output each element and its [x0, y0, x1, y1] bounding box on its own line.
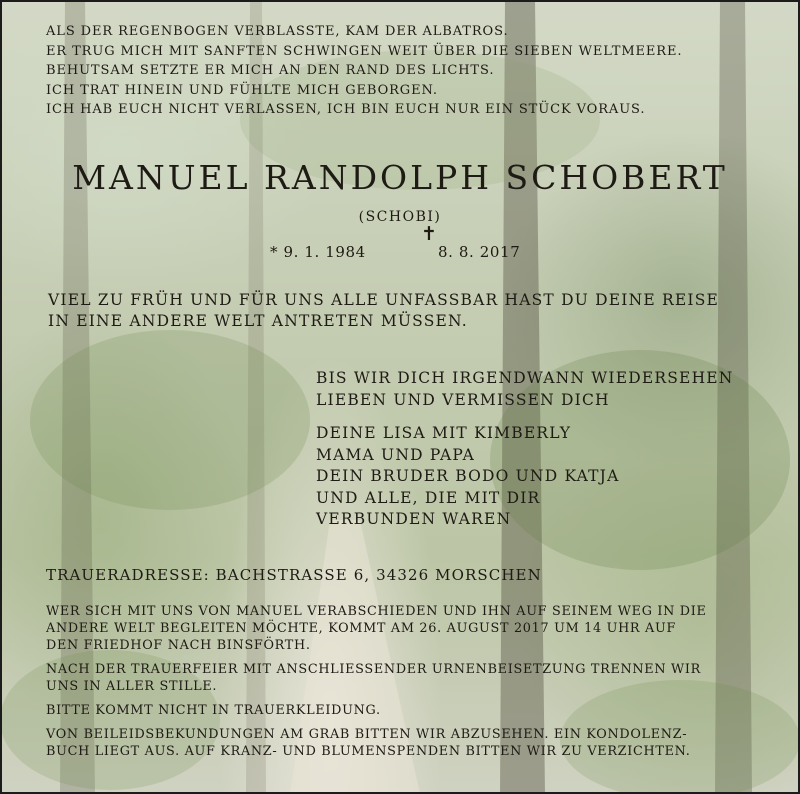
- mourners-block: [316, 368, 734, 531]
- birth-date: * 9. 1. 1984: [270, 243, 366, 261]
- farewell-line: BIS WIR DICH IRGENDWANN WIEDERSEHEN: [316, 369, 734, 387]
- notes-line: ANDERE WELT BEGLEITEN MÖCHTE, KOMMT AM 26. AUGUST 2017 UM 14 UHR AUF: [46, 621, 677, 636]
- poem-line: ALS DER REGENBOGEN VERBLASSTE, KAM DER ALBATROS.: [46, 24, 509, 39]
- mourner-name: UND ALLE, DIE MIT DIR: [316, 488, 541, 507]
- poem-line: BEHUTSAM SETZTE ER MICH AN DEN RAND DES LICHTS.: [46, 63, 495, 79]
- notes-line: WER SICH MIT UNS VON MANUEL VERABSCHIEDEN UND IHN AUF SEINEM WEG IN DIE: [46, 604, 707, 619]
- notes-line: UNS IN ALLER STILLE.: [46, 679, 218, 694]
- mourning-address: TRAUERADRESSE: BACHSTRASSE 6, 34326 MORSCHEN: [46, 566, 542, 584]
- notes-line: BITTE KOMMT NICHT IN TRAUERKLEIDUNG.: [46, 703, 381, 718]
- deceased-nickname: (SCHOBI): [358, 209, 442, 225]
- intro-line: IN EINE ANDERE WELT ANTRETEN MÜSSEN.: [48, 311, 468, 330]
- mourner-name: DEIN BRUDER BODO UND KATJA: [316, 467, 620, 485]
- farewell-line: LIEBEN UND VERMISSEN DICH: [316, 390, 610, 409]
- notes-line: DEN FRIEDHOF NACH BINSFÖRTH.: [46, 638, 311, 653]
- mourner-name: MAMA UND PAPA: [316, 445, 476, 464]
- notes-line: NACH DER TRAUERFEIER MIT ANSCHLIESSENDER URNENBEISETZUNG TRENNEN WIR: [46, 662, 701, 677]
- intro-line: VIEL ZU FRÜH UND FÜR UNS ALLE UNFASSBAR HAST DU DEINE REISE: [48, 291, 720, 309]
- funeral-notes: [46, 596, 758, 767]
- death-date: 8. 8. 2017: [438, 243, 521, 261]
- poem-line: ER TRUG MICH MIT SANFTEN SCHWINGEN WEIT ÜBER DIE SIEBEN WELTMEERE.: [46, 43, 683, 59]
- cross-icon: ✝: [421, 223, 437, 245]
- mourner-name: VERBUNDEN WAREN: [316, 510, 512, 528]
- intro-text: [48, 290, 719, 331]
- notes-line: BUCH LIEGT AUS. AUF KRANZ- UND BLUMENSPENDEN BITTEN WIR ZU VERZICHTEN.: [46, 744, 691, 759]
- notes-line: VON BEILEIDSBEKUNDUNGEN AM GRAB BITTEN WIR ABZUSEHEN. EIN KONDOLENZ-: [46, 727, 688, 742]
- poem-line: ICH TRAT HINEIN UND FÜHLTE MICH GEBORGEN.: [46, 82, 438, 98]
- poem-line: ICH HAB EUCH NICHT VERLASSEN, ICH BIN EUCH NUR EIN STÜCK VORAUS.: [46, 102, 646, 118]
- poem-verse: [46, 22, 682, 120]
- mourner-name: DEINE LISA MIT KIMBERLY: [316, 424, 572, 442]
- deceased-name: MANUEL RANDOLPH SCHOBERT: [72, 158, 728, 197]
